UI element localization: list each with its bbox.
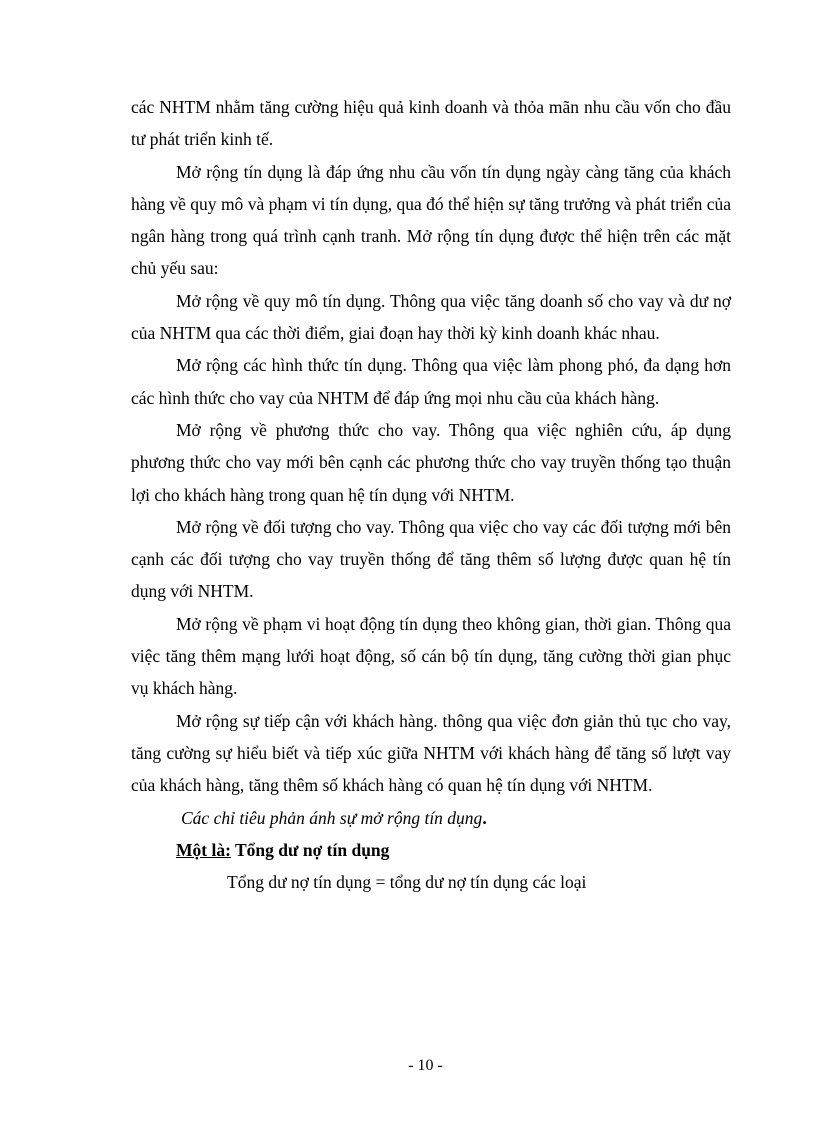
subheading-label: Một là: bbox=[176, 839, 231, 860]
paragraph-credit-expansion-definition: Mở rộng tín dụng là đáp ứng nhu cầu vốn tín dụng ngày càng tăng của khách hàng về quy mô và phạm vi tín dụng, qua đó thể hiện sự tăng trưởng và phát triển của ngân hàng trong quá trình cạnh tranh. Mở rộng tín dụng được thể hiện trên các mặt chủ yếu sau: bbox=[131, 161, 731, 279]
paragraph-form-expansion: Mở rộng các hình thức tín dụng. Thông qua việc làm phong phó, đa dạng hơn các hình thức cho vay của NHTM để đáp ứng mọi nhu cầu của khách hàng. bbox=[131, 355, 731, 408]
section-heading-indicators bbox=[131, 802, 731, 834]
formula-total-outstanding: Tổng dư nợ tín dụng = tổng dư nợ tín dụng các loại bbox=[227, 872, 587, 893]
paragraph-continuation: các NHTM nhằm tăng cường hiệu quả kinh doanh và thỏa mãn nhu cầu vốn cho đầu tư phát triển kinh tế. bbox=[131, 97, 731, 150]
section-heading-indicators-period: . bbox=[482, 807, 487, 828]
paragraph-customer-access: Mở rộng sự tiếp cận với khách hàng. thông qua việc đơn giản thủ tục cho vay, tăng cường sự hiểu biết và tiếp xúc giữa NHTM với khách hàng để tăng số lượt vay của khách hàng, tăng thêm số khách hàng có quan hệ tín dụng với NHTM. bbox=[131, 710, 731, 796]
paragraph-object-expansion: Mở rộng về đối tượng cho vay. Thông qua việc cho vay các đối tượng mới bên cạnh các đối tượng cho vay truyền thống để tăng thêm số lượng được quan hệ tín dụng với NHTM. bbox=[131, 516, 731, 602]
section-heading-indicators-text: Các chỉ tiêu phản ánh sự mở rộng tín dụng bbox=[181, 807, 483, 828]
paragraph-method-expansion: Mở rộng về phương thức cho vay. Thông qua việc nghiên cứu, áp dụng phương thức cho vay mới bên cạnh các phương thức cho vay truyền thống tạo thuận lợi cho khách hàng trong quan hệ tín dụng với NHTM. bbox=[131, 419, 731, 505]
subheading-text: Tổng dư nợ tín dụng bbox=[230, 839, 390, 860]
document-body bbox=[131, 91, 731, 898]
paragraph-scale-expansion: Mở rộng về quy mô tín dụng. Thông qua việc tăng doanh số cho vay và dư nợ của NHTM qua các thời điểm, giai đoạn hay thời kỳ kinh doanh khác nhau. bbox=[131, 290, 731, 344]
paragraph-scope-expansion: Mở rộng về phạm vi hoạt động tín dụng theo không gian, thời gian. Thông qua việc tăng thêm mạng lưới hoạt động, số cán bộ tín dụng, tăng cường thời gian phục vụ khách hàng. bbox=[131, 613, 731, 699]
subheading-total-outstanding bbox=[131, 834, 731, 866]
page-number: - 10 - bbox=[408, 1057, 443, 1074]
